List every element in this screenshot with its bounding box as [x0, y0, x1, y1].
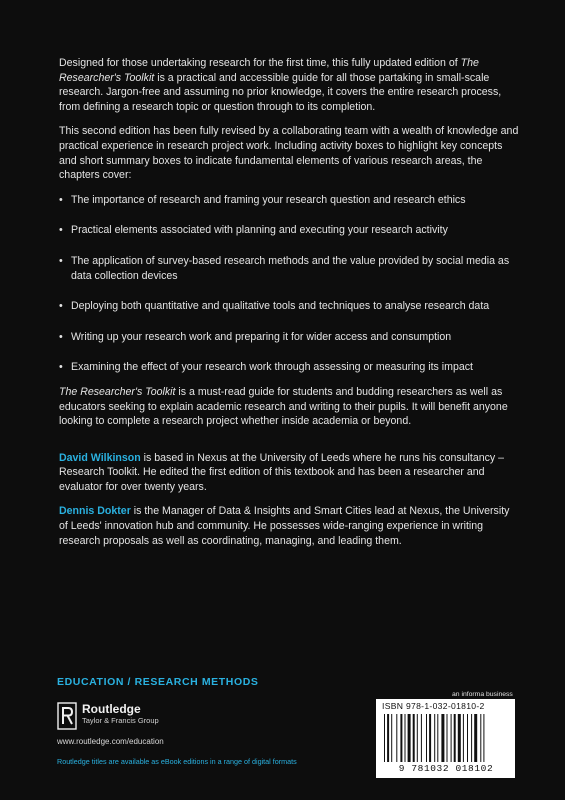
- author-bios: [59, 451, 519, 549]
- intro-paragraph-1: [59, 56, 519, 114]
- intro-paragraph-2: This second edition has been fully revised by a collaborating team with a wealth of knowledge and practical experience in research project work. Including activity boxes to highlight key concepts and short summary boxes to indicate fundamental elements of various research areas, the chapters cover:: [59, 125, 519, 182]
- author-name: David Wilkinson: [59, 451, 141, 464]
- list-item: • Writing up your research work and preparing it for wider access and consumption: [59, 330, 519, 345]
- barcode-bar: [437, 714, 438, 762]
- barcode-bar: [408, 714, 411, 762]
- ebook-note: Routledge titles are available as eBook editions in a range of digital formats: [57, 757, 297, 766]
- barcode-bar: [467, 714, 468, 762]
- barcode-bar: [434, 714, 435, 762]
- chapter-list: [59, 193, 519, 375]
- barcode-bar: [421, 714, 422, 762]
- list-item: • Deploying both quantitative and qualitative tools and techniques to analyse research data: [59, 299, 519, 314]
- publisher-logo: [57, 702, 159, 730]
- isbn-label: ISBN 978-1-032-01810-2: [382, 701, 485, 711]
- barcode-bar: [458, 714, 461, 762]
- barcode-box: [376, 699, 515, 778]
- publisher-website: www.routledge.com/education: [57, 737, 164, 746]
- subject-category: EDUCATION / RESEARCH METHODS: [57, 676, 259, 688]
- list-item: • The application of survey-based research methods and the value provided by social media as data collection devices: [59, 254, 519, 283]
- closing-text: is a must-read guide for students and budding researchers as well as educators seeking to explain academic research and writing to their pupils. It will benefit anyone looking to complete a research project whether inside academia or beyond.: [59, 385, 508, 428]
- barcode-bar: [483, 714, 484, 762]
- barcode-bar: [417, 714, 418, 762]
- closing-paragraph: [59, 385, 519, 429]
- author-name: Dennis Dokter: [59, 505, 131, 518]
- barcode-bar: [413, 714, 415, 762]
- list-item: • The importance of research and framing your research question and research ethics: [59, 193, 519, 208]
- closing-book-title: The Researcher's Toolkit: [59, 385, 176, 398]
- barcode-bar: [451, 714, 452, 762]
- barcode-bar: [454, 714, 456, 762]
- barcode-digits: 9 781032 018102: [398, 763, 494, 774]
- barcode-bar: [447, 714, 448, 762]
- barcode-bar: [429, 714, 431, 762]
- barcode-bar: [463, 714, 464, 762]
- intro-p1-end: is a practical and accessible guide for all those partaking in small-scale research. Jargon-free and assuming no prior knowledge, it covers the entire research process, from defining a research topic or question through to its completion.: [59, 71, 502, 113]
- barcode-bar: [405, 714, 406, 762]
- barcode-bar: [426, 714, 427, 762]
- barcode-bar: [391, 714, 392, 762]
- author-bio-2: [59, 504, 519, 548]
- barcode-bar: [400, 714, 402, 762]
- informa-note: an informa business: [452, 691, 513, 698]
- book-title-italic: The Researcher's Toolkit: [59, 57, 479, 84]
- barcode-bar: [474, 714, 477, 762]
- author-bio-text: is based in Nexus at the University of Leeds where he runs his consultancy – Research Toolkit. He edited the first edition of this textbook and has been a researcher and evaluator for over twenty years.: [59, 451, 505, 493]
- publisher-name: Routledge: [82, 702, 141, 716]
- barcode-bar: [396, 714, 397, 762]
- barcode-bar: [387, 714, 389, 762]
- routledge-r-logo-icon: [57, 702, 77, 730]
- author-bio-text: is the Manager of Data & Insights and Smart Cities lead at Nexus, the University of Leeds' innovation hub and community. He possesses wide-ranging experience in writing research proposals as well as coordinating, managing, and leading them.: [59, 505, 510, 547]
- barcode-bar: [471, 714, 472, 762]
- list-item: • Practical elements associated with planning and executing your research activity: [59, 223, 519, 238]
- list-item: • Examining the effect of your research work through assessing or measuring its impact: [59, 360, 519, 375]
- barcode-bar: [480, 714, 481, 762]
- author-bio-1: [59, 451, 519, 495]
- barcode-icon: [382, 714, 510, 762]
- publisher-group: Taylor & Francis Group: [82, 716, 159, 725]
- intro-p1-start: Designed for those undertaking research for the first time, this fully updated edition of: [59, 57, 461, 69]
- barcode-bar: [384, 714, 385, 762]
- back-cover-text: [59, 56, 519, 558]
- barcode-bar: [441, 714, 444, 762]
